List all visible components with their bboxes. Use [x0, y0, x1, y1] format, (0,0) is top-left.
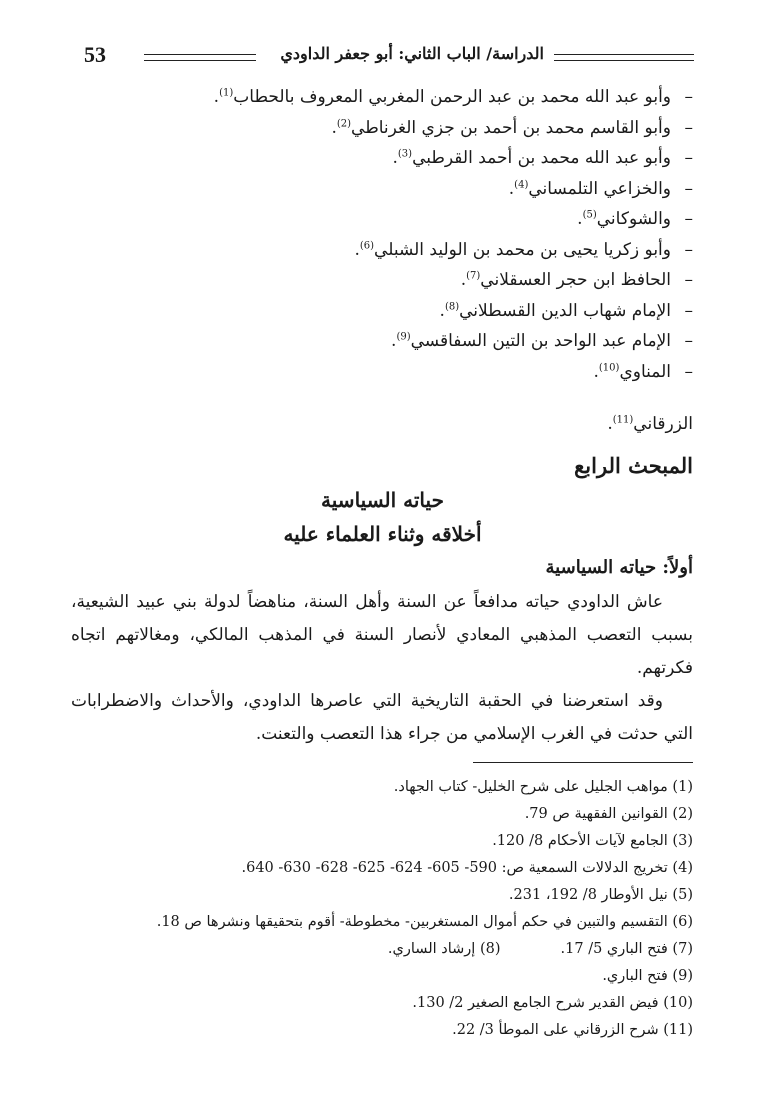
footnote-ref: (9) — [396, 331, 411, 343]
footnote: (2) القوانين الفقهية ص 79. — [524, 806, 693, 822]
list-item: –المناوي$^{(10)}$. — [593, 361, 693, 382]
footnote-ref: (8) — [444, 300, 460, 312]
footnote: (6) التقسيم والتبين في حكم أموال المستغربين- مخطوطة- أقوم بتحقيقها ونشرها ص 18. — [156, 914, 693, 930]
footnotes — [71, 774, 693, 1044]
footnote-ref: (1) — [219, 87, 234, 99]
running-title: الدراسة/ الباب الثاني: أبو جعفر الداودي — [280, 44, 544, 63]
footnote: (5) نيل الأوطار 8/ 192، 231. — [508, 887, 693, 903]
footnote: (7) فتح الباري 5/ 17.(8) إرشاد الساري. — [387, 941, 693, 957]
chapter-title: حياته السياسية — [321, 488, 444, 512]
scholar-list — [193, 82, 693, 387]
footnote-ref: (5) — [582, 209, 597, 221]
header-rule-right — [554, 54, 694, 61]
footnote: (10) فيض القدير شرح الجامع الصغير 2/ 130. — [412, 995, 693, 1011]
section-heading: المبحث الرابع — [574, 453, 693, 478]
chapter-subtitle: أخلاقه وثناء العلماء عليه — [283, 522, 482, 546]
body-paragraph: وقد استعرضنا في الحقبة التاريخية التي عاصرها الداودي، والأحداث والاضطرابات التي حدثت في الغرب الإسلامي من جراء هذا التعصب والتعنت. — [71, 691, 693, 744]
list-item: –وأبو عبد الله محمد بن أحمد القرطبي$^{(3)}$. — [392, 148, 693, 168]
footnote: (1) مواهب الجليل على شرح الخليل- كتاب الجهاد. — [393, 779, 693, 795]
footnote-divider — [473, 762, 693, 763]
list-item: –والخزاعي التلمساني$^{(4)}$. — [508, 178, 693, 199]
page-header — [84, 38, 694, 78]
footnote: (4) تخريج الدلالات السمعية ص: 590- 605- 624- 625- 628- 630- 640. — [241, 860, 693, 876]
footnote-ref: (3) — [397, 148, 413, 160]
footnote-ref: (10) — [598, 361, 620, 373]
list-item: –والشوكاني$^{(5)}$. — [577, 209, 693, 229]
list-item: –الإمام شهاب الدين القسطلاني$^{(8)}$. — [439, 300, 693, 321]
footnote-ref: (6) — [359, 239, 375, 251]
subheading: أولاً: حياته السياسية — [545, 557, 693, 578]
footnote-ref: (4) — [514, 178, 529, 190]
body-paragraph: عاش الداودي حياته مدافعاً عن السنة وأهل السنة، مناهضاً لدولة بني عبيد الشيعية، بسبب التعصب المذهبي المعادي لأنصار السنة في المذهب المالكي، ومغالاتهم اتجاه فكرتهم. — [71, 592, 694, 678]
footnote-ref: (7) — [466, 270, 481, 282]
list-item: –وأبو القاسم محمد بن أحمد بن جزي الغرناطي$^{(2)}$. — [331, 117, 693, 138]
page-number: 53 — [84, 42, 106, 67]
footnote: (9) فتح الباري. — [602, 968, 693, 984]
footnote-ref: (2) — [336, 117, 352, 129]
list-item-last: الزرقاني$^{(11)}$. — [607, 414, 693, 434]
list-item: –الإمام عبد الواحد بن التين السفاقسي$^{(9)}$. — [391, 331, 693, 351]
header-rule-left — [144, 54, 256, 61]
list-item: –وأبو زكريا يحيى بن محمد بن الوليد الشبلي$^{(6)}$. — [354, 239, 693, 260]
footnote: (11) شرح الزرقاني على الموطأ 3/ 22. — [452, 1022, 693, 1038]
list-item: –الحافظ ابن حجر العسقلاني$^{(7)}$. — [460, 270, 693, 290]
footnote-ref: (11) — [612, 414, 634, 426]
footnote: (3) الجامع لآيات الأحكام 8/ 120. — [492, 833, 693, 849]
list-item: –وأبو عبد الله محمد بن عبد الرحمن المغربي المعروف بالحطاب$^{(1)}$. — [213, 87, 693, 107]
